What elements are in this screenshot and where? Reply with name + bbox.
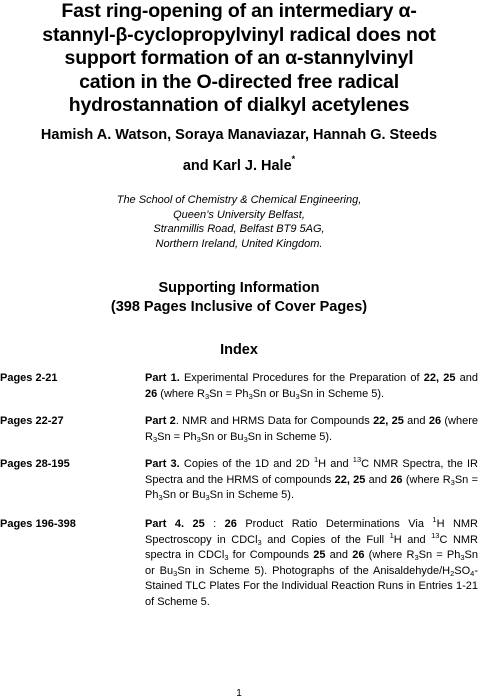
authors-line-2 bbox=[0, 148, 478, 179]
title-line: stannyl-β-cyclopropylvinyl radical does not bbox=[42, 23, 436, 46]
title-line: support formation of an α-stannylvinyl bbox=[64, 47, 414, 69]
affiliation-line: Northern Ireland, United Kingdom. bbox=[155, 237, 323, 250]
index-pages: Pages 22-27 bbox=[0, 415, 64, 427]
supporting-info-title: Supporting Information bbox=[158, 280, 320, 296]
author-list bbox=[0, 122, 478, 179]
index-description: Part 3. Copies of the 1D and 2D $^1$H and $^{13}$C NMR Spectra, the IR Spectra and the HRMS of compounds 22, 25 and 26 (where $R_3Sn = Ph_3Sn$ or $Bu_3Sn$ in Scheme 5). bbox=[145, 455, 478, 502]
title-line: Fast ring-opening of an intermediary α- bbox=[61, 0, 417, 22]
paper-title bbox=[0, 0, 478, 118]
index-pages: Pages 196-398 bbox=[0, 518, 76, 530]
page-number: 1 bbox=[236, 688, 242, 699]
title-line: hydrostannation of dialkyl acetylenes bbox=[68, 94, 410, 116]
index-description: Part 4. 25 : 26 Product Ratio Determinations Via $^1$H NMR Spectroscopy in CDCl$_3$ and Copies of the Full $^1$H and $^{13}$C NMR spectra in CDCl$_3$ for Compounds 25 and 26 (where $R_3Sn = Ph_3Sn$ or $Bu_3Sn$ in Scheme 5). Photographs of the Anisaldehyde/$H_2SO_4$-Stained TLC Plates For the Individual Reaction Runs in Entries 1-21 of Scheme 5. bbox=[145, 515, 478, 608]
authors-line-2-text: and Karl J. Hale bbox=[182, 157, 292, 174]
affiliation bbox=[0, 193, 478, 251]
authors-line-1: Hamish A. Watson, Soraya Manaviazar, Hannah G. Steeds bbox=[40, 127, 438, 143]
affiliation-line: Queen’s University Belfast, bbox=[173, 208, 305, 221]
title-line: cation in the O-directed free radical bbox=[79, 70, 399, 93]
index-description: Part 1. Experimental Procedures for the Preparation of 22, 25 and 26 (where $R_3Sn = Ph_3Sn$ or $Bu_3Sn$ in Scheme 5). bbox=[145, 372, 478, 401]
index-pages: Pages 28-195 bbox=[0, 458, 70, 470]
affiliation-line: Stranmillis Road, Belfast BT9 5AG, bbox=[153, 223, 325, 235]
corresponding-author-mark: * bbox=[291, 154, 296, 164]
index-heading: Index bbox=[220, 342, 258, 358]
supporting-info-heading bbox=[0, 279, 478, 317]
affiliation-line: The School of Chemistry & Chemical Engineering, bbox=[116, 194, 362, 206]
index-description: Part 2. NMR and HRMS Data for Compounds 22, 25 and 26 (where $R_3Sn = Ph_3Sn$ or $Bu_3Sn$ in Scheme 5). bbox=[145, 415, 478, 444]
index-pages: Pages 2-21 bbox=[0, 372, 58, 384]
supporting-info-page-count: (398 Pages Inclusive of Cover Pages) bbox=[110, 299, 368, 315]
